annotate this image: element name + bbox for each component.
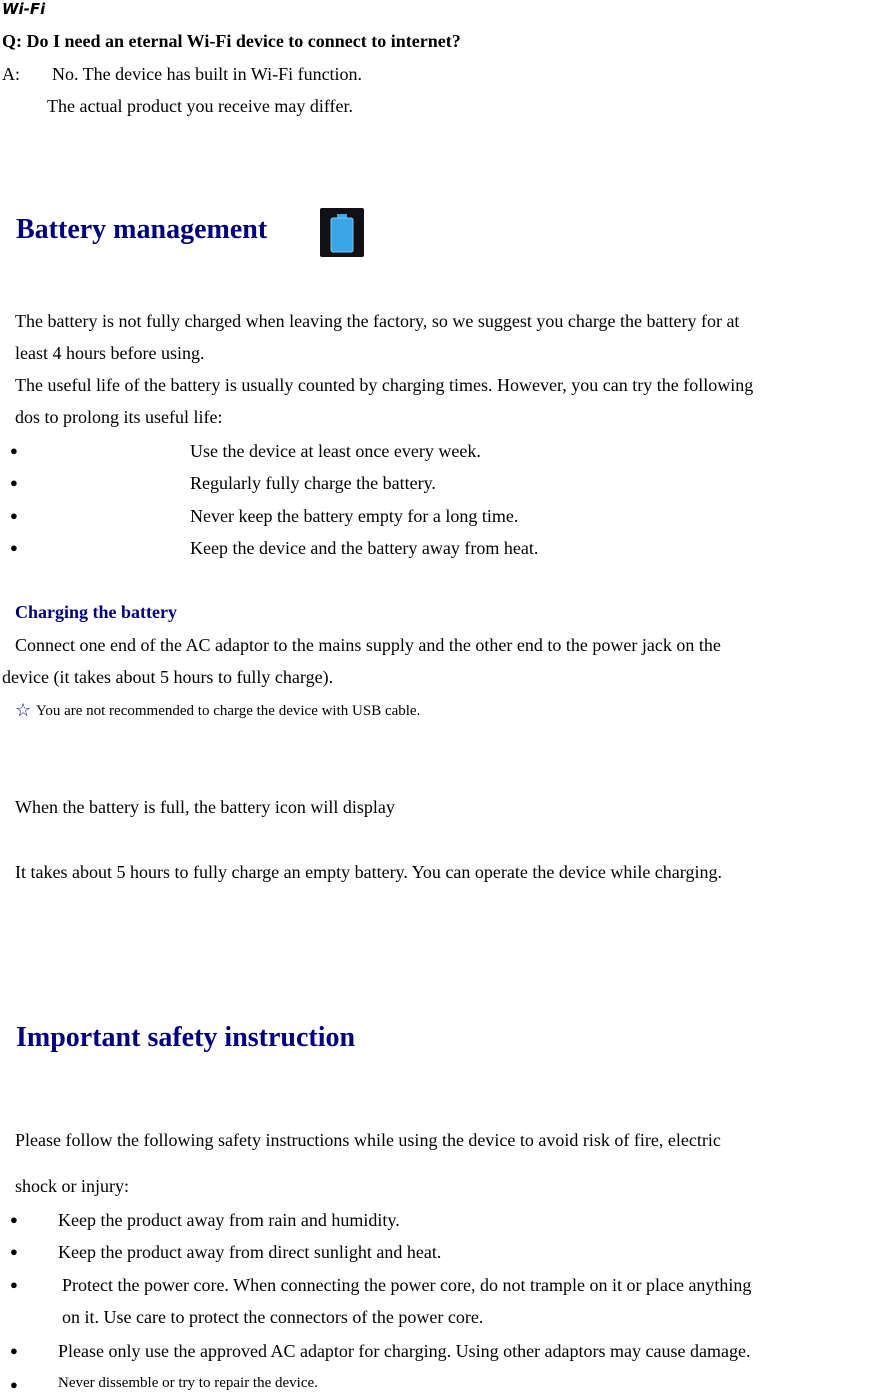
battery-bullet-item: Never keep the battery empty for a long time. <box>190 506 519 526</box>
charging-heading: Charging the battery <box>15 602 177 622</box>
wifi-answer-line2: The actual product you receive may differ. <box>47 96 354 116</box>
bullet-icon: ● <box>10 1377 18 1392</box>
battery-icon <box>320 208 364 257</box>
safety-bullet-item: Protect the power core. When connecting the power core, do not trample on it or place anything <box>62 1275 752 1295</box>
safety-bullet-item: Keep the product away from rain and humidity. <box>58 1210 400 1230</box>
safety-intro-line1: Please follow the following safety instructions while using the device to avoid risk of fire, electric <box>15 1130 721 1150</box>
battery-bullet-item: Regularly fully charge the battery. <box>190 473 436 493</box>
battery-para1-line2: least 4 hours before using. <box>15 343 205 363</box>
wifi-answer-label: A: <box>2 64 20 84</box>
bullet-icon: ● <box>10 1244 18 1259</box>
bullet-icon: ● <box>10 540 18 555</box>
battery-para2-line1: The useful life of the battery is usually counted by charging times. However, you can try the following <box>15 375 754 395</box>
charging-line2: device (it takes about 5 hours to fully charge). <box>2 667 334 687</box>
wifi-question: Q: Do I need an eternal Wi-Fi device to connect to internet? <box>2 31 461 51</box>
wifi-heading: Wi-Fi <box>2 0 46 18</box>
safety-bullet-item: Never dissemble or try to repair the device. <box>58 1375 318 1391</box>
battery-bullet-item: Use the device at least once every week. <box>190 441 481 461</box>
star-icon: ☆ <box>15 700 32 720</box>
safety-heading: Important safety instruction <box>16 1022 356 1053</box>
wifi-answer-line1: No. The device has built in Wi-Fi function. <box>52 64 363 84</box>
bullet-icon: ● <box>10 1277 18 1292</box>
battery-para2-line2: dos to prolong its useful life: <box>15 407 223 427</box>
safety-bullet-item: Keep the product away from direct sunlight and heat. <box>58 1242 442 1262</box>
bullet-icon: ● <box>10 443 18 458</box>
charging-note: You are not recommended to charge the device with USB cable. <box>36 703 421 719</box>
battery-para1-line1: The battery is not fully charged when leaving the factory, so we suggest you charge the battery for at <box>15 311 740 331</box>
charging-full-line: When the battery is full, the battery icon will display <box>15 797 395 817</box>
charging-line1: Connect one end of the AC adaptor to the mains supply and the other end to the power jack on the <box>15 635 721 655</box>
safety-bullet-item: Please only use the approved AC adaptor for charging. Using other adaptors may cause damage. <box>58 1341 751 1361</box>
bullet-icon: ● <box>10 1343 18 1358</box>
safety-bullet-continuation: on it. Use care to protect the connectors of the power core. <box>62 1307 484 1327</box>
charging-time-line: It takes about 5 hours to fully charge an empty battery. You can operate the device while charging. <box>15 862 722 882</box>
bullet-icon: ● <box>10 508 18 523</box>
bullet-icon: ● <box>10 475 18 490</box>
battery-bullet-item: Keep the device and the battery away from heat. <box>190 538 539 558</box>
battery-heading: Battery management <box>16 214 268 245</box>
bullet-icon: ● <box>10 1212 18 1227</box>
safety-intro-line2: shock or injury: <box>15 1176 129 1196</box>
